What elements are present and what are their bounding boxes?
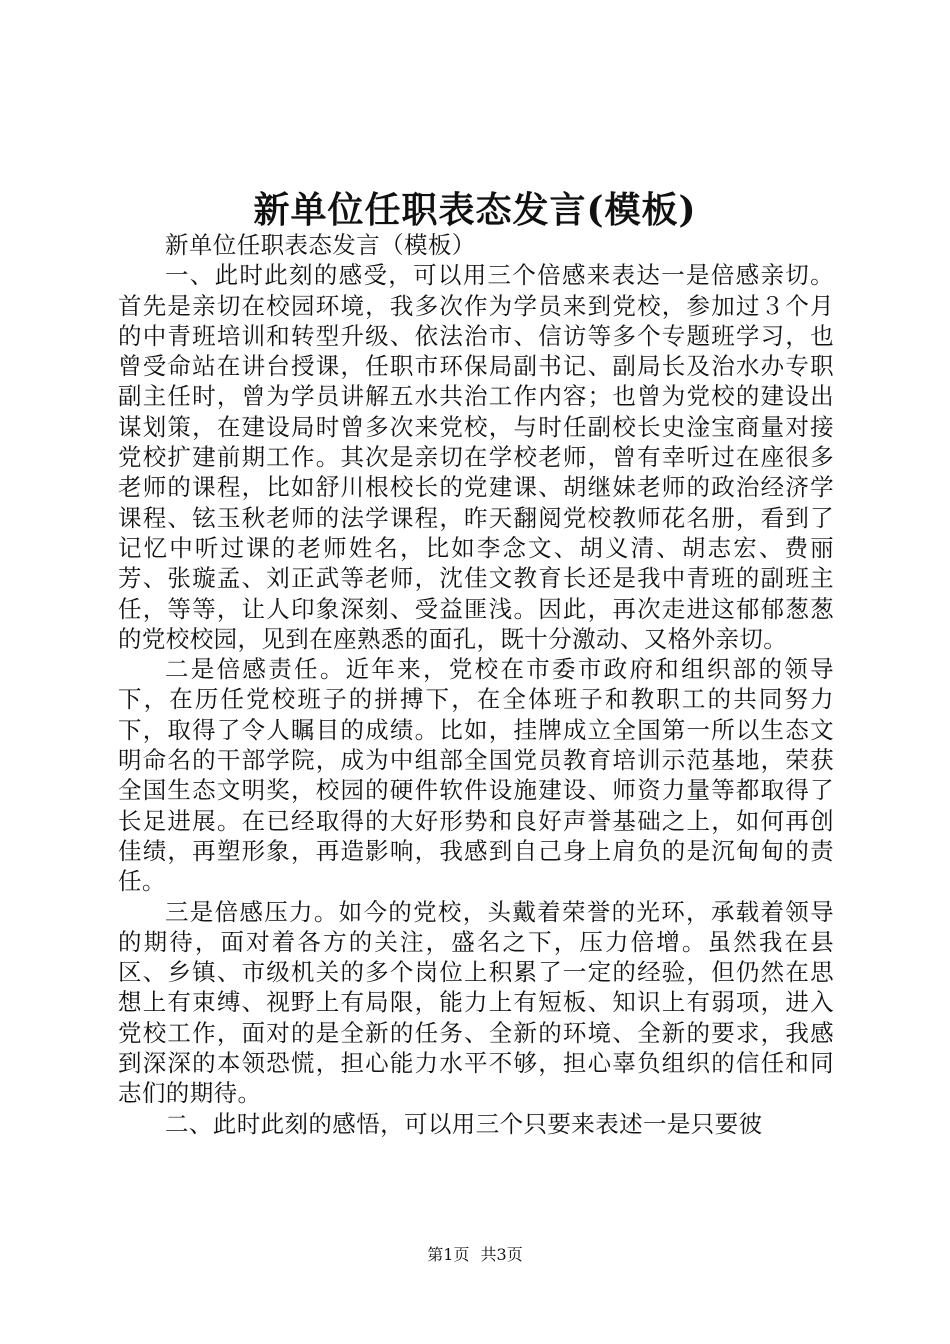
paragraph-section-2-insight: 二、此时此刻的感悟，可以用三个只要来表述一是只要彼	[165, 1109, 763, 1138]
page-number: 第1页	[427, 1245, 470, 1264]
page-footer	[0, 1243, 950, 1267]
paragraph-pressure: 三是倍感压力。如今的党校，头戴着荣誉的光环，承载着领导的期待，面对着各方的关注，盛名之下，压力倍增。虽然我在县区、乡镇、市级机关的多个岗位上积累了一定的经验，但仍然在思想上有束缚、视野上有局限，能力上有短板、知识上有弱项，进入党校工作，面对的是全新的任务、全新的环境、全新的要求，我感到深深的本领恐慌，担心能力水平不够，担心辜负组织的信任和同志们的期待。	[118, 897, 834, 1108]
page-total: 共3页	[480, 1245, 523, 1264]
document-title: 新单位任职表态发言(模板)	[253, 189, 697, 231]
paragraph-subtitle: 新单位任职表态发言（模板）	[165, 231, 476, 259]
paragraph-section-1-feeling: 一、此时此刻的感受，可以用三个倍感来表达一是倍感亲切。首先是亲切在校园环境，我多次作为学员来到党校，参加过３个月的中青班培训和转型升级、依法治市、信访等多个专题班学习，也曾受命站在讲台授课，任职市环保局副书记、副局长及治水办专职副主任时，曾为学员讲解五水共治工作内容；也曾为党校的建设出谋划策，在建设局时曾多次来党校，与时任副校长史淦宝商量对接党校扩建前期工作。其次是亲切在学校老师，曾有幸听过在座很多老师的课程，比如舒川根校长的党建课、胡继妹老师的政治经济学课程、铉玉秋老师的法学课程，昨天翻阅党校教师花名册，看到了记忆中听过课的老师姓名，比如李念文、胡义清、胡志宏、费丽芳、张璇孟、刘正武等老师，沈佳文教育长还是我中青班的副班主任，等等，让人印象深刻、受益匪浅。因此，再次走进这郁郁葱葱的党校校园，见到在座熟悉的面孔，既十分激动、又格外亲切。	[118, 261, 834, 653]
document-body	[118, 230, 834, 1139]
paragraph-responsibility: 二是倍感责任。近年来，党校在市委市政府和组织部的领导下，在历任党校班子的拼搏下，在全体班子和教职工的共同努力下，取得了令人瞩目的成绩。比如，挂牌成立全国第一所以生态文明命名的干部学院，成为中组部全国党员教育培训示范基地，荣获全国生态文明奖，校园的硬件软件设施建设、师资力量等都取得了长足进展。在已经取得的大好形势和良好声誉基础之上，如何再创佳绩，再塑形象，再造影响，我感到自己身上肩负的是沉甸甸的责任。	[118, 655, 834, 896]
